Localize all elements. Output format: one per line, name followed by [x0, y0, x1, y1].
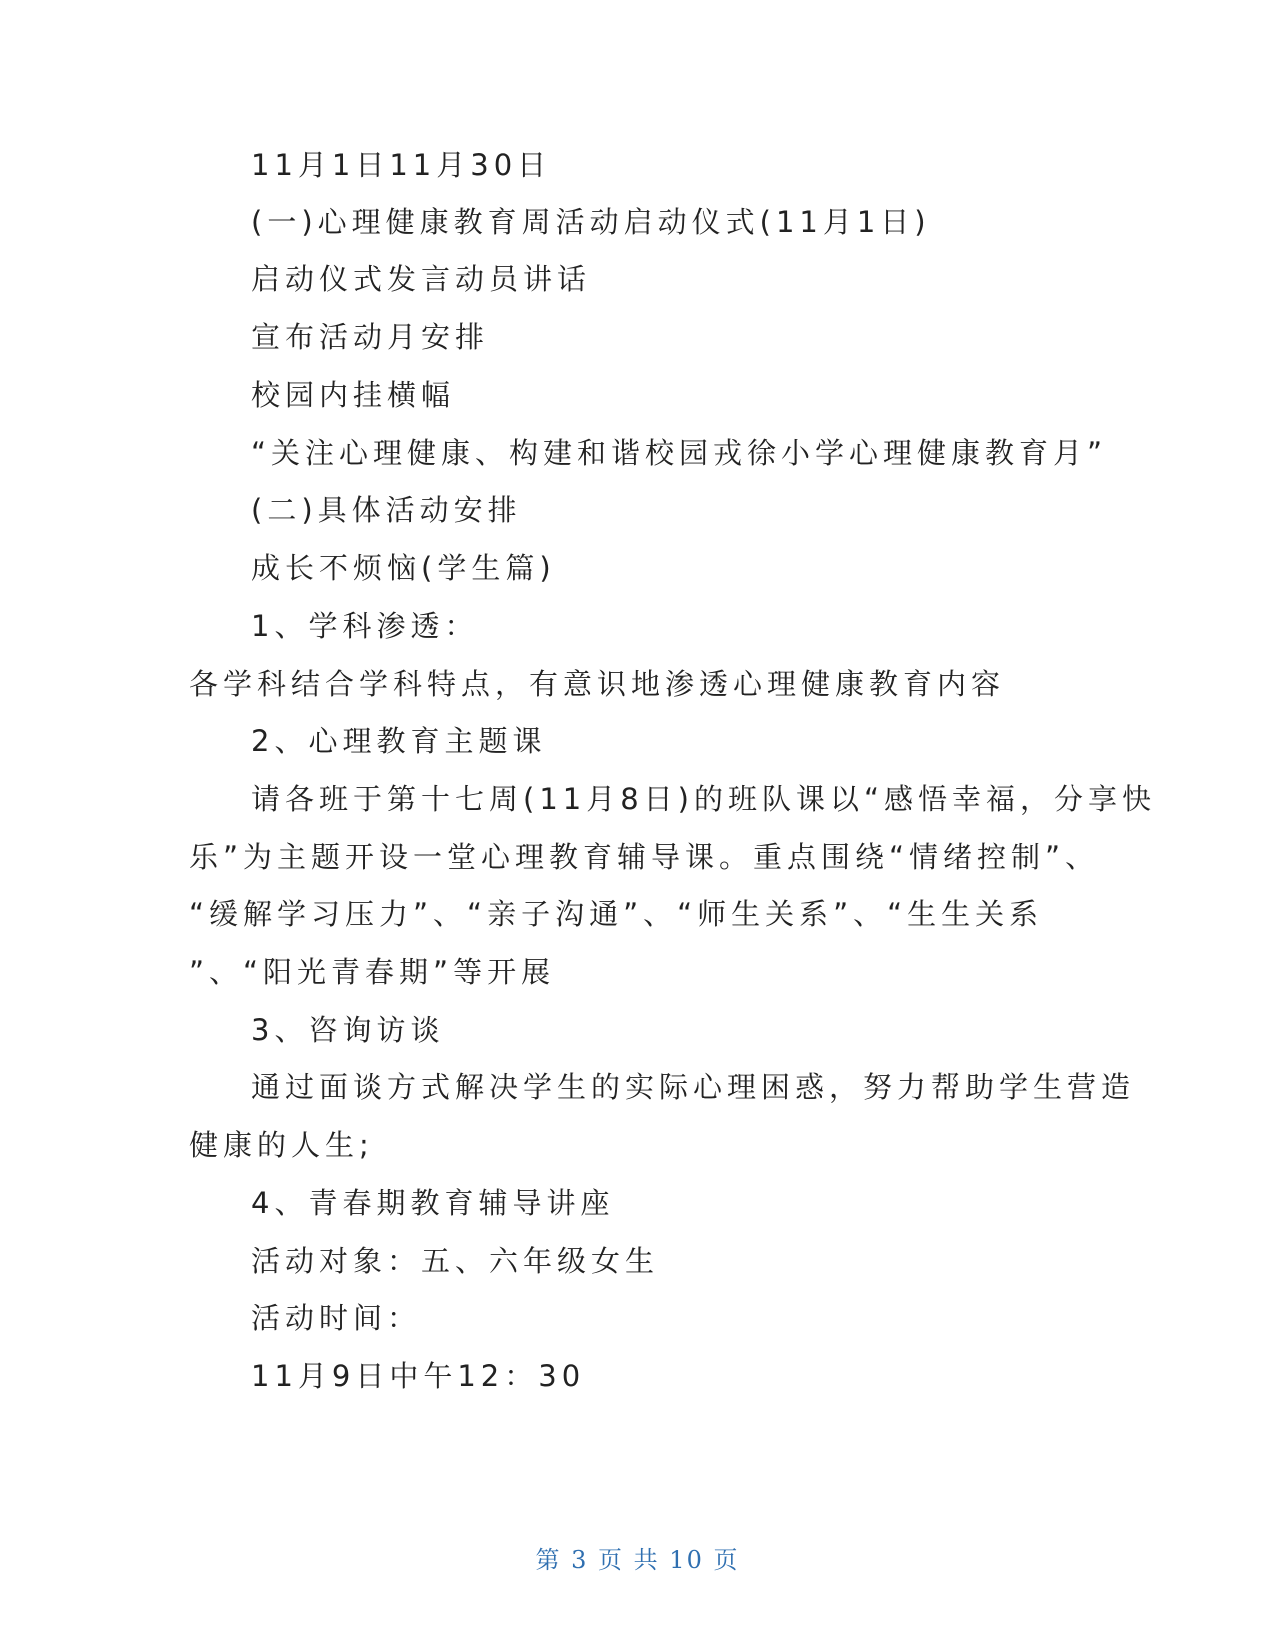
paragraph-line: “缓解学习压力”、“亲子沟通”、“师生关系”、“生生关系 [189, 897, 1044, 931]
text-line: 宣布活动月安排 [251, 320, 490, 354]
banner-slogan: “关注心理健康、构建和谐校园戎徐小学心理健康教育月” [251, 436, 1108, 470]
paragraph-line: 乐”为主题开设一堂心理教育辅导课。重点围绕“情绪控制”、 [189, 840, 1100, 874]
text-line: 11月9日中午12：30 [251, 1359, 586, 1393]
section-heading: (一)心理健康教育周活动启动仪式(11月1日) [251, 205, 931, 239]
subsection-heading: 成长不烦恼(学生篇) [251, 551, 556, 585]
paragraph-line: 通过面谈方式解决学生的实际心理困惑，努力帮助学生营造 [251, 1070, 1136, 1104]
text-line: 活动对象：五、六年级女生 [251, 1244, 660, 1278]
list-item-heading: 1、学科渗透： [251, 609, 479, 643]
text-line: 校园内挂横幅 [251, 378, 456, 412]
text-line: 各学科结合学科特点，有意识地渗透心理健康教育内容 [189, 667, 1006, 701]
text-line: 活动时间： [251, 1301, 422, 1335]
list-item-heading: 4、青春期教育辅导讲座 [251, 1186, 615, 1220]
text-line: 启动仪式发言动员讲话 [251, 262, 592, 296]
paragraph-line: ”、“阳光青春期”等开展 [189, 955, 556, 989]
paragraph-line: 健康的人生; [189, 1128, 374, 1162]
list-item-heading: 3、咨询访谈 [251, 1013, 445, 1047]
paragraph-line: 请各班于第十七周(11月8日)的班队课以“感悟幸福，分享快 [251, 782, 1157, 816]
text-line: 11月1日11月30日 [251, 148, 552, 182]
section-heading: (二)具体活动安排 [251, 493, 522, 527]
page-number-footer: 第 3 页 共 10 页 [535, 1546, 740, 1574]
list-item-heading: 2、心理教育主题课 [251, 724, 547, 758]
